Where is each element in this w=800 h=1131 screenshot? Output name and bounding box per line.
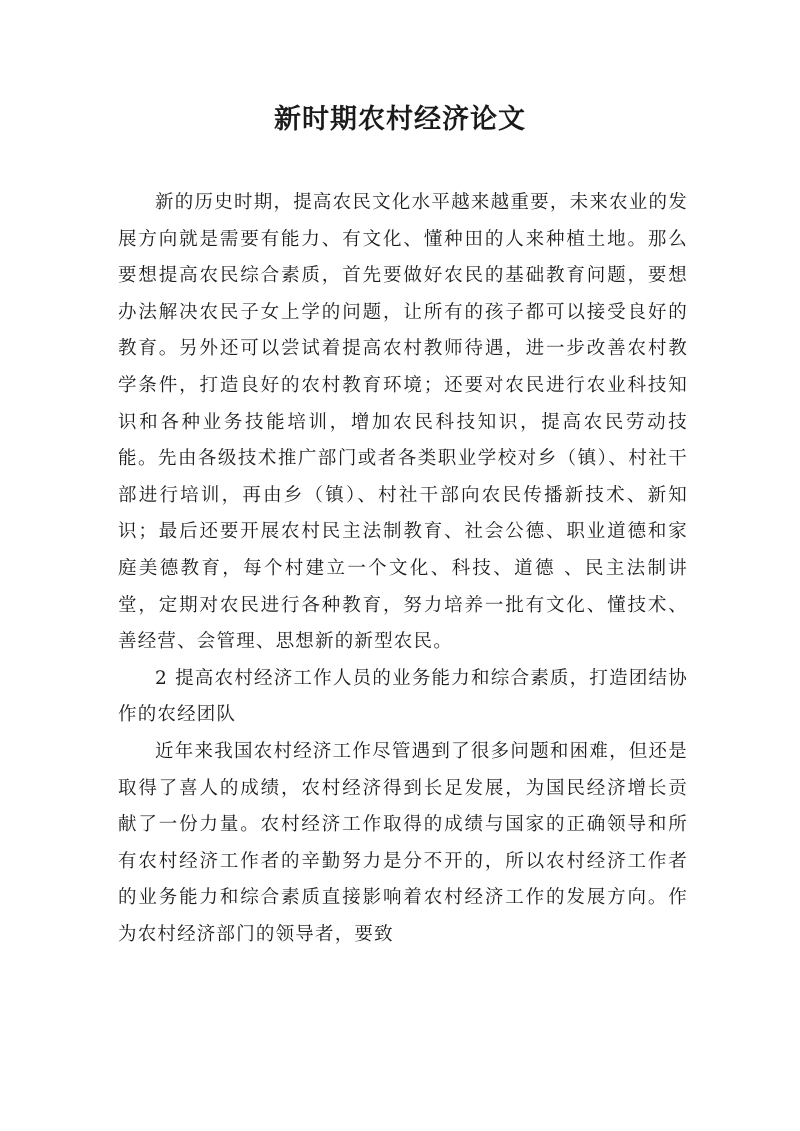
paragraph: 新的历史时期，提高农民文化水平越来越重要，未来农业的发展方向就是需要有能力、有文化、懂种田的人来种植土地。那么要想提高农民综合素质，首先要做好农民的基础教育问题，要想办法解决农民子女上学的问题，让所有的孩子都可以接受良好的教育。另外还可以尝试着提高农村教师待遇，进一步改善农村教学条件，打造良好的农村教育环境；还要对农民进行农业科技知识和各种业务技能培训，增加农民科技知识，提高农民劳动技能。先由各级技术推广部门或者各类职业学校对乡（镇）、村社干部进行培训，再由乡（镇）、村社干部向农民传播新技术、新知识；最后还要开展农村民主法制教育、社会公德、职业道德和家庭美德教育，每个村建立一个文化、科技、道德 、民主法制讲堂，定期对农民进行各种教育，努力培养一批有文化、懂技术、善经营、会管理、思想新的新型农民。 [118, 192, 688, 653]
document-title: 新时期农村经济论文 [274, 104, 526, 135]
paragraph: 2 提高农村经济工作人员的业务能力和综合素质，打造团结协作的农经团队 [118, 667, 688, 726]
document-body [118, 185, 688, 953]
paragraph: 近年来我国农村经济工作尽管遇到了很多问题和困难，但还是取得了喜人的成绩，农村经济得到长足发展，为国民经济增长贡献了一份力量。农村经济工作取得的成绩与国家的正确领导和所有农村经济工作者的辛勤努力是分不开的，所以农村经济工作者的业务能力和综合素质直接影响着农村经济工作的发展方向。作为农村经济部门的领导者，要致 [118, 740, 688, 945]
